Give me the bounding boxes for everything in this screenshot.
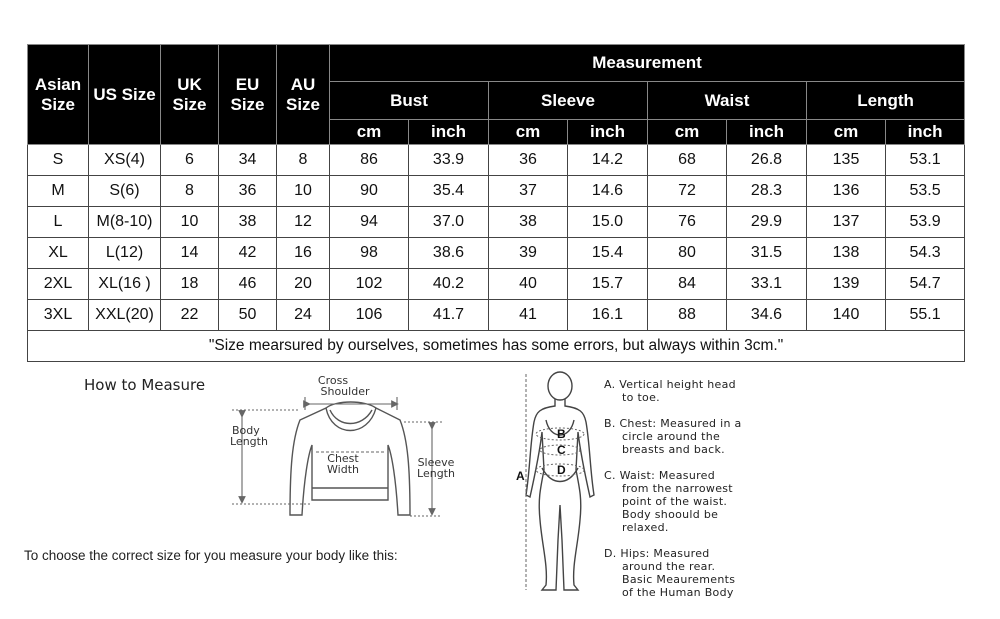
table-cell: 42 xyxy=(219,238,277,269)
table-cell: 34 xyxy=(219,145,277,176)
chest-width-label: Chest Width xyxy=(327,452,359,476)
table-cell: 14 xyxy=(161,238,219,269)
sleeve-length-label: Sleeve Length xyxy=(417,456,455,480)
table-cell: 33.1 xyxy=(727,269,807,300)
table-cell: XXL(20) xyxy=(89,300,161,331)
body-figure-icon xyxy=(526,372,594,590)
body-label-a: A xyxy=(516,469,525,483)
header-uk-size: UK Size xyxy=(161,45,219,145)
table-cell: M(8-10) xyxy=(89,207,161,238)
table-cell: L xyxy=(28,207,89,238)
unit-cm: cm xyxy=(489,120,568,145)
table-cell: 106 xyxy=(330,300,409,331)
table-cell: 26.8 xyxy=(727,145,807,176)
table-cell: 138 xyxy=(807,238,886,269)
table-cell: 55.1 xyxy=(886,300,965,331)
unit-inch: inch xyxy=(727,120,807,145)
table-cell: 22 xyxy=(161,300,219,331)
unit-inch: inch xyxy=(886,120,965,145)
unit-cm: cm xyxy=(330,120,409,145)
table-cell: XL xyxy=(28,238,89,269)
table-cell: 53.9 xyxy=(886,207,965,238)
table-cell: 34.6 xyxy=(727,300,807,331)
table-cell: XL(16 ) xyxy=(89,269,161,300)
table-cell: 2XL xyxy=(28,269,89,300)
table-cell: 40 xyxy=(489,269,568,300)
desc-c: C. Waist: Measured from the narrowest point of the waist. Body shoould be relaxed. xyxy=(604,469,733,534)
table-cell: 37.0 xyxy=(409,207,489,238)
table-cell: 15.7 xyxy=(568,269,648,300)
table-cell: 8 xyxy=(161,176,219,207)
table-cell: 137 xyxy=(807,207,886,238)
unit-cm: cm xyxy=(648,120,727,145)
table-cell: 136 xyxy=(807,176,886,207)
table-cell: 10 xyxy=(277,176,330,207)
header-length: Length xyxy=(807,82,965,120)
body-label-d: D xyxy=(557,463,566,477)
table-cell: 18 xyxy=(161,269,219,300)
table-cell: XS(4) xyxy=(89,145,161,176)
table-cell: 53.5 xyxy=(886,176,965,207)
table-cell: L(12) xyxy=(89,238,161,269)
table-cell: 12 xyxy=(277,207,330,238)
header-bust: Bust xyxy=(330,82,489,120)
table-cell: S xyxy=(28,145,89,176)
table-cell: 98 xyxy=(330,238,409,269)
table-cell: 16.1 xyxy=(568,300,648,331)
table-cell: 86 xyxy=(330,145,409,176)
table-cell: 54.3 xyxy=(886,238,965,269)
body-length-label: Body Length xyxy=(230,424,268,448)
table-cell: 102 xyxy=(330,269,409,300)
table-cell: 16 xyxy=(277,238,330,269)
table-cell: 38.6 xyxy=(409,238,489,269)
table-cell: 29.9 xyxy=(727,207,807,238)
table-cell: 36 xyxy=(489,145,568,176)
choose-size-instruction: To choose the correct size for you measure your body like this: xyxy=(24,548,398,563)
table-cell: 90 xyxy=(330,176,409,207)
table-cell: 80 xyxy=(648,238,727,269)
table-cell: 46 xyxy=(219,269,277,300)
table-cell: 31.5 xyxy=(727,238,807,269)
table-cell: 140 xyxy=(807,300,886,331)
header-sleeve: Sleeve xyxy=(489,82,648,120)
table-cell: 40.2 xyxy=(409,269,489,300)
table-cell: 8 xyxy=(277,145,330,176)
how-to-measure-title: How to Measure xyxy=(84,376,206,394)
table-cell: 15.4 xyxy=(568,238,648,269)
header-au-size: AU Size xyxy=(277,45,330,145)
table-cell: 88 xyxy=(648,300,727,331)
table-cell: M xyxy=(28,176,89,207)
table-cell: 38 xyxy=(219,207,277,238)
table-cell: 72 xyxy=(648,176,727,207)
table-cell: 14.2 xyxy=(568,145,648,176)
table-cell: 41.7 xyxy=(409,300,489,331)
header-eu-size: EU Size xyxy=(219,45,277,145)
table-cell: 39 xyxy=(489,238,568,269)
table-cell: S(6) xyxy=(89,176,161,207)
table-cell: 94 xyxy=(330,207,409,238)
unit-inch: inch xyxy=(568,120,648,145)
table-cell: 135 xyxy=(807,145,886,176)
table-note: "Size mearsured by ourselves, sometimes has some errors, but always within 3cm." xyxy=(28,331,965,362)
unit-inch: inch xyxy=(409,120,489,145)
table-cell: 53.1 xyxy=(886,145,965,176)
table-cell: 37 xyxy=(489,176,568,207)
body-label-c: C xyxy=(557,443,566,457)
table-cell: 28.3 xyxy=(727,176,807,207)
header-measurement: Measurement xyxy=(330,45,965,82)
table-cell: 3XL xyxy=(28,300,89,331)
table-cell: 35.4 xyxy=(409,176,489,207)
table-cell: 24 xyxy=(277,300,330,331)
table-cell: 54.7 xyxy=(886,269,965,300)
desc-b: B. Chest: Measured in a circle around the breasts and back. xyxy=(604,417,742,456)
table-cell: 20 xyxy=(277,269,330,300)
unit-cm: cm xyxy=(807,120,886,145)
table-cell: 14.6 xyxy=(568,176,648,207)
table-cell: 84 xyxy=(648,269,727,300)
table-cell: 6 xyxy=(161,145,219,176)
table-cell: 68 xyxy=(648,145,727,176)
table-cell: 33.9 xyxy=(409,145,489,176)
table-cell: 76 xyxy=(648,207,727,238)
table-cell: 36 xyxy=(219,176,277,207)
table-cell: 10 xyxy=(161,207,219,238)
cross-shoulder-label: Cross Shoulder xyxy=(317,374,370,398)
table-cell: 139 xyxy=(807,269,886,300)
body-label-b: B xyxy=(557,427,566,441)
header-asian-size: Asian Size xyxy=(28,45,89,145)
table-cell: 15.0 xyxy=(568,207,648,238)
header-waist: Waist xyxy=(648,82,807,120)
table-cell: 50 xyxy=(219,300,277,331)
table-cell: 41 xyxy=(489,300,568,331)
header-us-size: US Size xyxy=(89,45,161,145)
table-cell: 38 xyxy=(489,207,568,238)
desc-d: D. Hips: Measured around the rear. Basic Meaurements of the Human Body xyxy=(604,547,736,599)
desc-a: A. Vertical height head to toe. xyxy=(604,378,736,404)
